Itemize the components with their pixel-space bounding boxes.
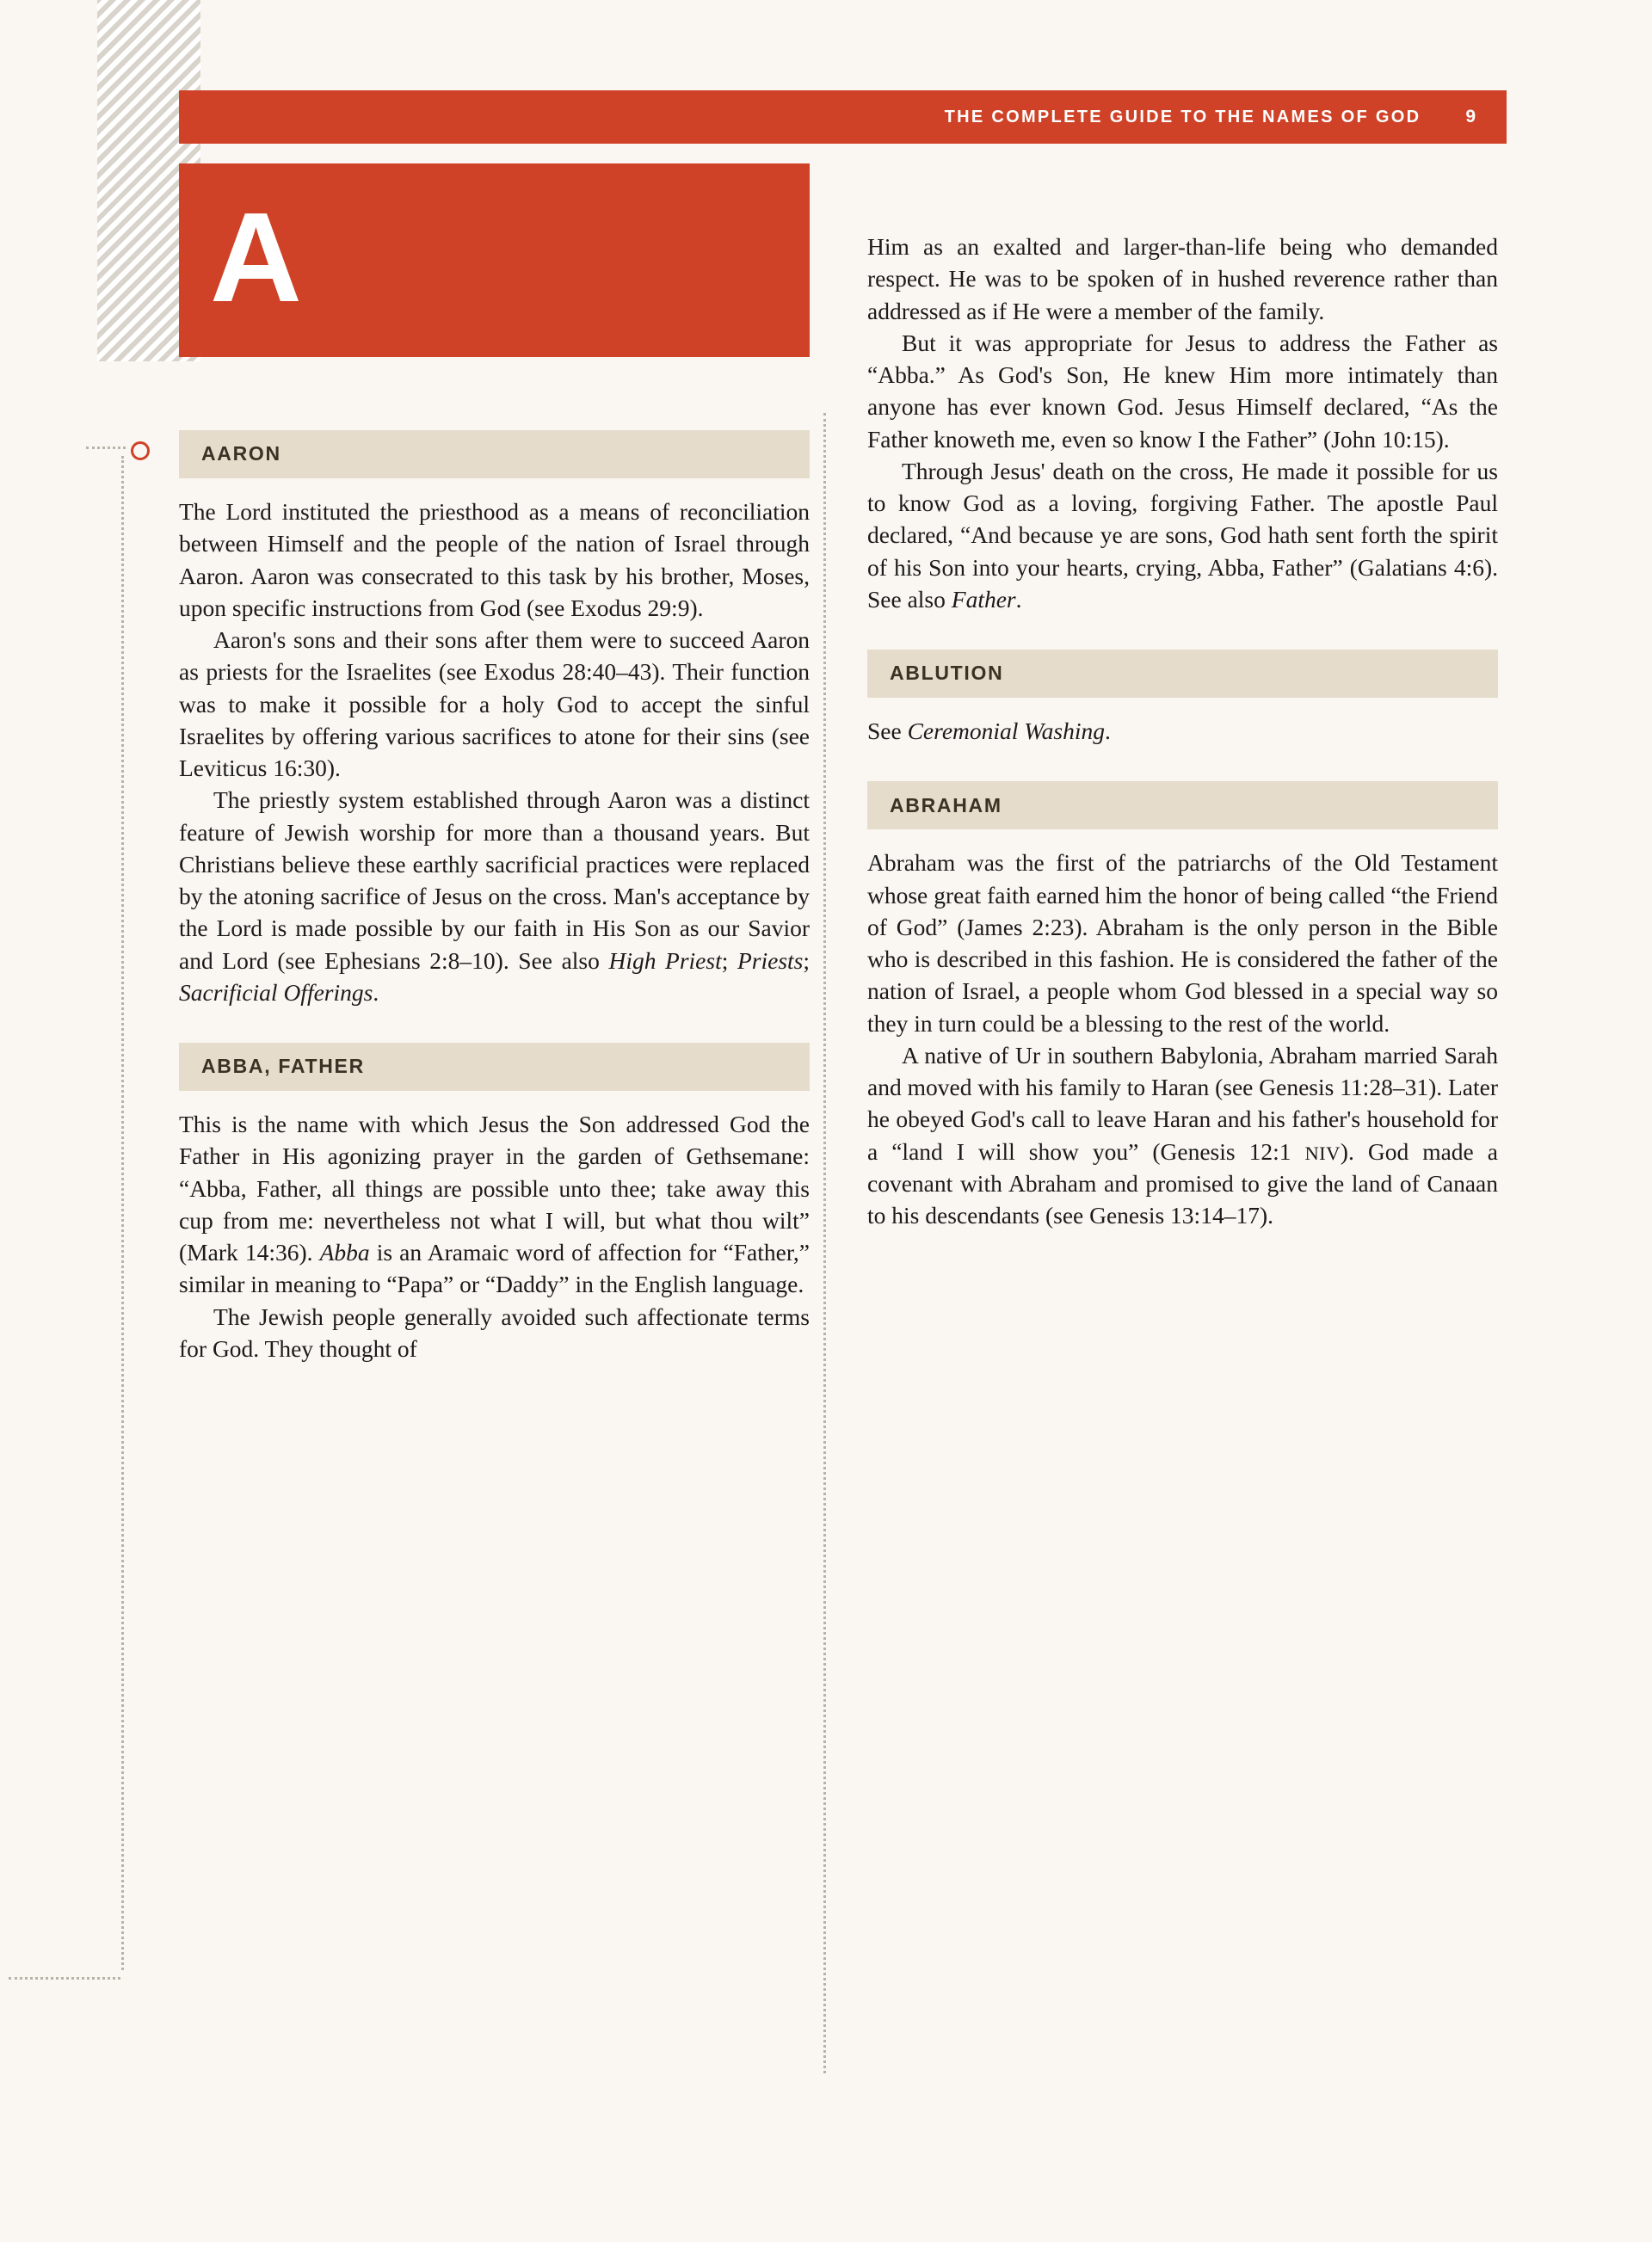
section-letter-block (179, 163, 810, 357)
paragraph-aaron-3 (179, 784, 810, 1008)
cross-ref-father: Father (951, 585, 1016, 613)
paragraph-abraham-2-text-a: A native of Ur in southern Babylonia, Abraham married Sarah and moved with his family to Haran (see Genesis 11:28–31). Later he obeyed God's call to leave Haran and his father's household for a “land I will show you” (Genesis 12:1 (867, 1041, 1498, 1165)
paragraph-aaron-1: The Lord instituted the priesthood as a means of reconciliation between Himself and the people of the nation of Israel through Aaron. Aaron was consecrated to this task by his brother, Moses, upon specific instructions from God (see Exodus 29:9). (179, 498, 810, 621)
page-header-bar (179, 90, 1507, 144)
paragraph-abba-2-continued: Him as an exalted and larger-than-life being who demanded respect. He was to be spoken of in hushed reverence rather than addressed as if He were a member of the family. (867, 233, 1498, 324)
paragraph-abba-2: The Jewish people generally avoided such affectionate terms for God. They thought of (179, 1303, 810, 1362)
paragraph-aaron-2: Aaron's sons and their sons after them were to succeed Aaron as priests for the Israelites (see Exodus 28:40–43). Their function was to make it possible for a holy God to accept the sinful Israelites by offering various sacrifices to atone for their sins (see Leviticus 16:30). (179, 626, 810, 781)
paragraph-abba-4-text: Through Jesus' death on the cross, He made it possible for us to know God as a loving, forgiving Father. The apostle Paul declared, “And because ye are sons, God hath sent forth the spirit of his Son into your hearts, crying, Abba, Father” (Galatians 4:6). See also (867, 457, 1498, 613)
entry-marker-dotted-lead (86, 447, 126, 449)
period-3: . (1105, 718, 1111, 744)
sep-1: ; (721, 946, 737, 974)
page-header-title: THE COMPLETE GUIDE TO THE NAMES OF GOD (944, 107, 1421, 126)
paragraph-ablution-1 (867, 715, 1498, 747)
entry-heading-aaron: AARON (179, 430, 810, 478)
paragraph-abba-4 (867, 455, 1498, 615)
paragraph-abba-1-text-a: This is the name with which Jesus the Son addressed God the Father in His agonizing prayer in the garden of Gethsemane: “Abba, Father, all things are possible unto thee; take away this cup from me: nevertheless not what I will, but what thou wilt” (Mark 14:36). (179, 1111, 810, 1266)
bottom-left-dotted-rule (9, 1977, 120, 1980)
entry-heading-ablution: ABLUTION (867, 650, 1498, 698)
bible-version-niv: NIV (1304, 1142, 1341, 1164)
paragraph-aaron-3-text: The priestly system established through Aaron was a distinct feature of Jewish worship for more than a thousand years. But Christians believe these earthly sacrificial practices were replaced by the atoning sacrifice of Jesus on the cross. Man's acceptance by the Lord is made possible by our faith in His Son as our Savior and Lord (see Ephesians 2:8–10). See also (179, 786, 810, 974)
page-number: 9 (1465, 107, 1476, 126)
section-letter: A (210, 187, 302, 329)
entry-heading-abraham: ABRAHAM (867, 781, 1498, 829)
paragraph-abraham-2 (867, 1039, 1498, 1232)
cross-ref-sacrificial-offerings: Sacrificial Offerings (179, 978, 373, 1006)
paragraph-ablution-text: See (867, 718, 908, 744)
cross-ref-ceremonial-washing: Ceremonial Washing (907, 718, 1106, 744)
paragraph-abba-1-text-b: is an Aramaic word of affection for “Father,” similar in meaning to “Papa” or “Daddy” in the English language. (179, 1239, 810, 1298)
paragraph-abba-3: But it was appropriate for Jesus to address the Father as “Abba.” As God's Son, He knew Him more intimately than anyone has ever known God. Jesus Himself declared, “As the Father knoweth me, even so know I the Father” (John 10:15). (867, 329, 1498, 453)
term-abba: Abba (319, 1239, 370, 1266)
entry-heading-abba-father: ABBA, FATHER (179, 1043, 810, 1091)
column-divider-dotted-rule (823, 413, 826, 2073)
paragraph-abraham-1: Abraham was the first of the patriarchs of the Old Testament whose great faith earned him the honor of being called “the Friend of God” (James 2:23). Abraham is the only person in the Bible who is described in this fashion. He is considered the father of the nation of Israel, a people whom God blessed in a special way so they in turn could be a blessing to the rest of the world. (867, 849, 1498, 1037)
left-text-column (179, 430, 810, 1364)
entry-marker-circle-icon (131, 441, 150, 460)
paragraph-abraham-2-text-b: ). God made a covenant with Abraham and promised to give the land of Canaan to his descendants (see Genesis 13:14–17). (867, 1137, 1498, 1229)
period-2: . (1015, 585, 1022, 613)
sep-2: ; (803, 946, 810, 974)
cross-ref-high-priest: High Priest (608, 946, 722, 974)
cross-ref-priests: Priests (737, 946, 804, 974)
left-margin-dotted-rule (121, 456, 124, 1970)
period-1: . (373, 978, 379, 1006)
right-text-column (867, 231, 1498, 1231)
paragraph-abba-1 (179, 1108, 810, 1301)
